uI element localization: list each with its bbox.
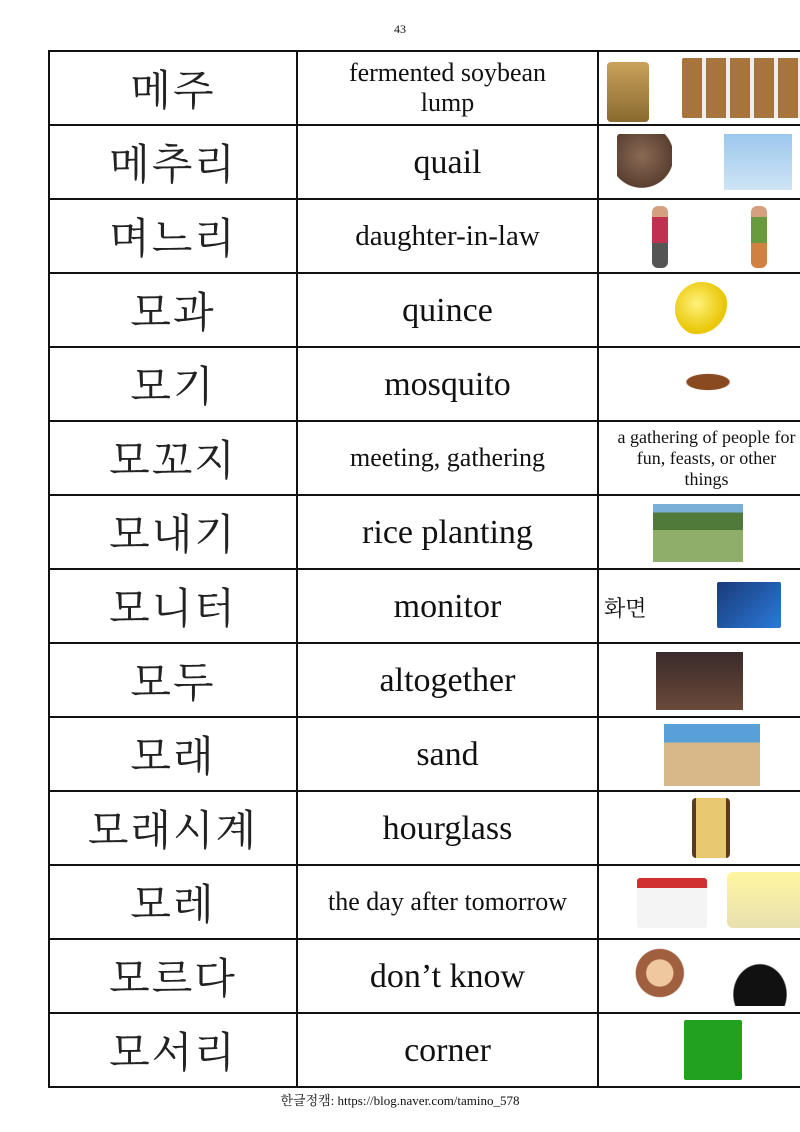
korean-word: 모레 [49,865,297,939]
korean-word: 모기 [49,347,297,421]
korean-word: 모니터 [49,569,297,643]
sandcastle-photo [664,724,760,786]
confused-girl-image [619,946,687,1006]
korean-word: 모래 [49,717,297,791]
table-row-hourglass [49,791,800,865]
korean-word: 며느리 [49,199,297,273]
table-row-corner [49,1013,800,1087]
meju-tray [682,58,800,118]
english-meaning: rice planting [297,495,598,569]
english-meaning: quail [297,125,598,199]
rice-planting-photo [653,504,743,562]
hourglass-image [692,798,730,858]
table-row-quail [49,125,800,199]
footer-credit: 한글정캠: https://blog.naver.com/tamino_578 [280,1093,520,1108]
quail-photo [724,134,792,190]
quail-illustration [617,134,672,189]
illustration-cell [598,495,800,569]
illustration-cell [598,125,800,199]
illustration-cell [598,421,800,495]
illustration-cell [598,643,800,717]
table-row-monitor [49,569,800,643]
table-row-day-after-tomorrow [49,865,800,939]
english-meaning: meeting, gathering [297,421,598,495]
illustration-cell [598,199,800,273]
explanation-note: a gathering of people for fun, feasts, or other things [617,426,796,489]
corner-icon [684,1020,742,1080]
korean-word: 메추리 [49,125,297,199]
table-row-meju [49,51,800,125]
page-number: 43 [394,22,406,36]
korean-word: 모르다 [49,939,297,1013]
quince-fruit [675,282,729,336]
shrugging-man-image [719,948,800,1006]
korean-word: 모두 [49,643,297,717]
meju-block [607,62,649,122]
table-row-mosquito [49,347,800,421]
english-meaning: sand [297,717,598,791]
illustration-cell [598,717,800,791]
korean-word: 모래시계 [49,791,297,865]
korean-word: 모꼬지 [49,421,297,495]
illustration-cell [598,51,800,125]
table-row-rice-planting [49,495,800,569]
korean-word: 모서리 [49,1013,297,1087]
table-row-altogether [49,643,800,717]
illustration-cell [598,939,800,1013]
english-meaning: hourglass [297,791,598,865]
illustration-cell [598,569,800,643]
english-meaning: corner [297,1013,598,1087]
illustration-cell [598,273,800,347]
monitor-image [717,582,781,628]
korean-word: 모과 [49,273,297,347]
english-meaning: altogether [297,643,598,717]
english-meaning: fermented soybean lump [297,51,598,125]
illustration-cell [598,1013,800,1087]
synonym-note: 화면 [604,597,647,622]
english-meaning: daughter-in-law [297,199,598,273]
korean-word: 모내기 [49,495,297,569]
table-row-daughter-in-law [49,199,800,273]
english-meaning: don’t know [297,939,598,1013]
mosquito-illustration [649,360,767,404]
woman-figure-left [652,206,668,268]
calendar-pages-image [727,872,800,928]
table-row-sand [49,717,800,791]
woman-figure-right [751,206,767,268]
english-meaning: monitor [297,569,598,643]
vocabulary-table [48,50,800,1088]
english-meaning: mosquito [297,347,598,421]
english-meaning: the day after tomorrow [297,865,598,939]
illustration-cell [598,347,800,421]
table-row-gathering [49,421,800,495]
calendar-image [637,878,707,928]
illustration-cell [598,865,800,939]
table-row-quince [49,273,800,347]
illustration-cell [598,791,800,865]
group-photo [656,652,743,710]
english-meaning: quince [297,273,598,347]
korean-word: 메주 [49,51,297,125]
table-row-dont-know [49,939,800,1013]
